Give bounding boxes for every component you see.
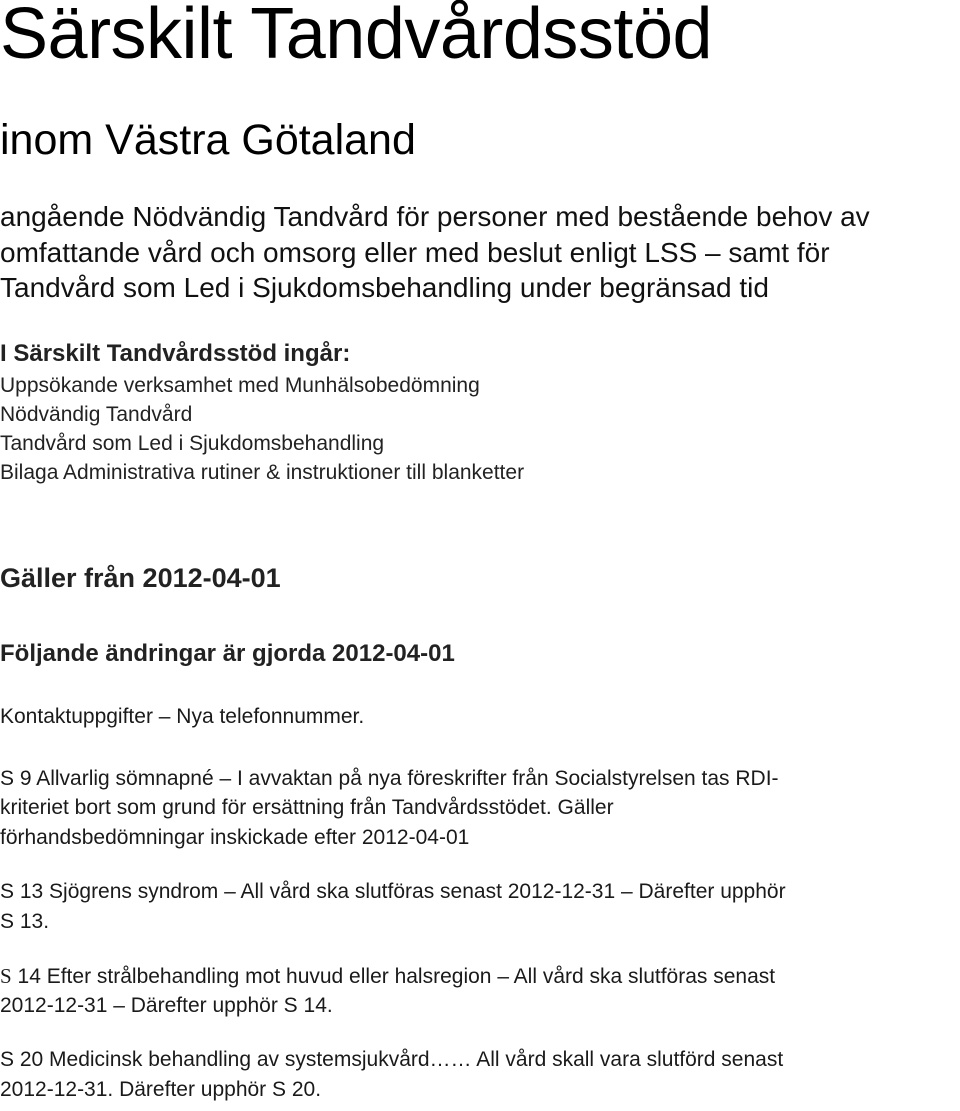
intro-line-1: angående Nödvändig Tandvård för personer med bestående behov av [0, 201, 870, 232]
change-s14-line-1 [0, 962, 775, 991]
change-s9-line-3: förhandsbedömningar inskickade efter 2012-04-01 [0, 826, 470, 849]
changes-heading: Följande ändringar är gjorda 2012-04-01 [0, 640, 455, 667]
change-s20-line-2: 2012-12-31. Därefter upphör S 20. [0, 1078, 322, 1101]
contents-item-4: Bilaga Administrativa rutiner & instruktioner till blanketter [0, 461, 525, 484]
change-s9-line-1: S 9 Allvarlig sömnapné – I avvaktan på nya föreskrifter från Socialstyrelsen tas RDI- [0, 767, 779, 790]
document-subtitle: inom Västra Götaland [0, 116, 416, 164]
change-s14-text: 14 Efter strålbehandling mot huvud eller halsregion – All vård ska slutföras senast [11, 965, 776, 988]
change-s14-prefix: S [0, 964, 12, 988]
change-s13-line-2: S 13. [0, 910, 50, 933]
change-s9-line-2: kriteriet bort som grund för ersättning från Tandvårdsstödet. Gäller [0, 796, 614, 819]
intro-line-3: Tandvård som Led i Sjukdomsbehandling under begränsad tid [0, 272, 769, 303]
contents-item-1: Uppsökande verksamhet med Munhälsobedömning [0, 374, 480, 397]
change-s13-line-1: S 13 Sjögrens syndrom – All vård ska slutföras senast 2012-12-31 – Därefter upphör [0, 880, 786, 903]
valid-from-heading: Gäller från 2012-04-01 [0, 563, 281, 593]
change-s14-line-2: 2012-12-31 – Därefter upphör S 14. [0, 994, 333, 1017]
intro-line-2: omfattande vård och omsorg eller med beslut enligt LSS – samt för [0, 237, 830, 268]
contents-item-2: Nödvändig Tandvård [0, 403, 193, 426]
contents-item-3: Tandvård som Led i Sjukdomsbehandling [0, 432, 385, 455]
changes-contact: Kontaktuppgifter – Nya telefonnummer. [0, 705, 365, 728]
contents-heading: I Särskilt Tandvårdsstöd ingår: [0, 340, 351, 367]
document-title: Särskilt Tandvårdsstöd [0, 0, 713, 74]
change-s20-line-1: S 20 Medicinsk behandling av systemsjukvård…… All vård skall vara slutförd senast [0, 1048, 784, 1071]
